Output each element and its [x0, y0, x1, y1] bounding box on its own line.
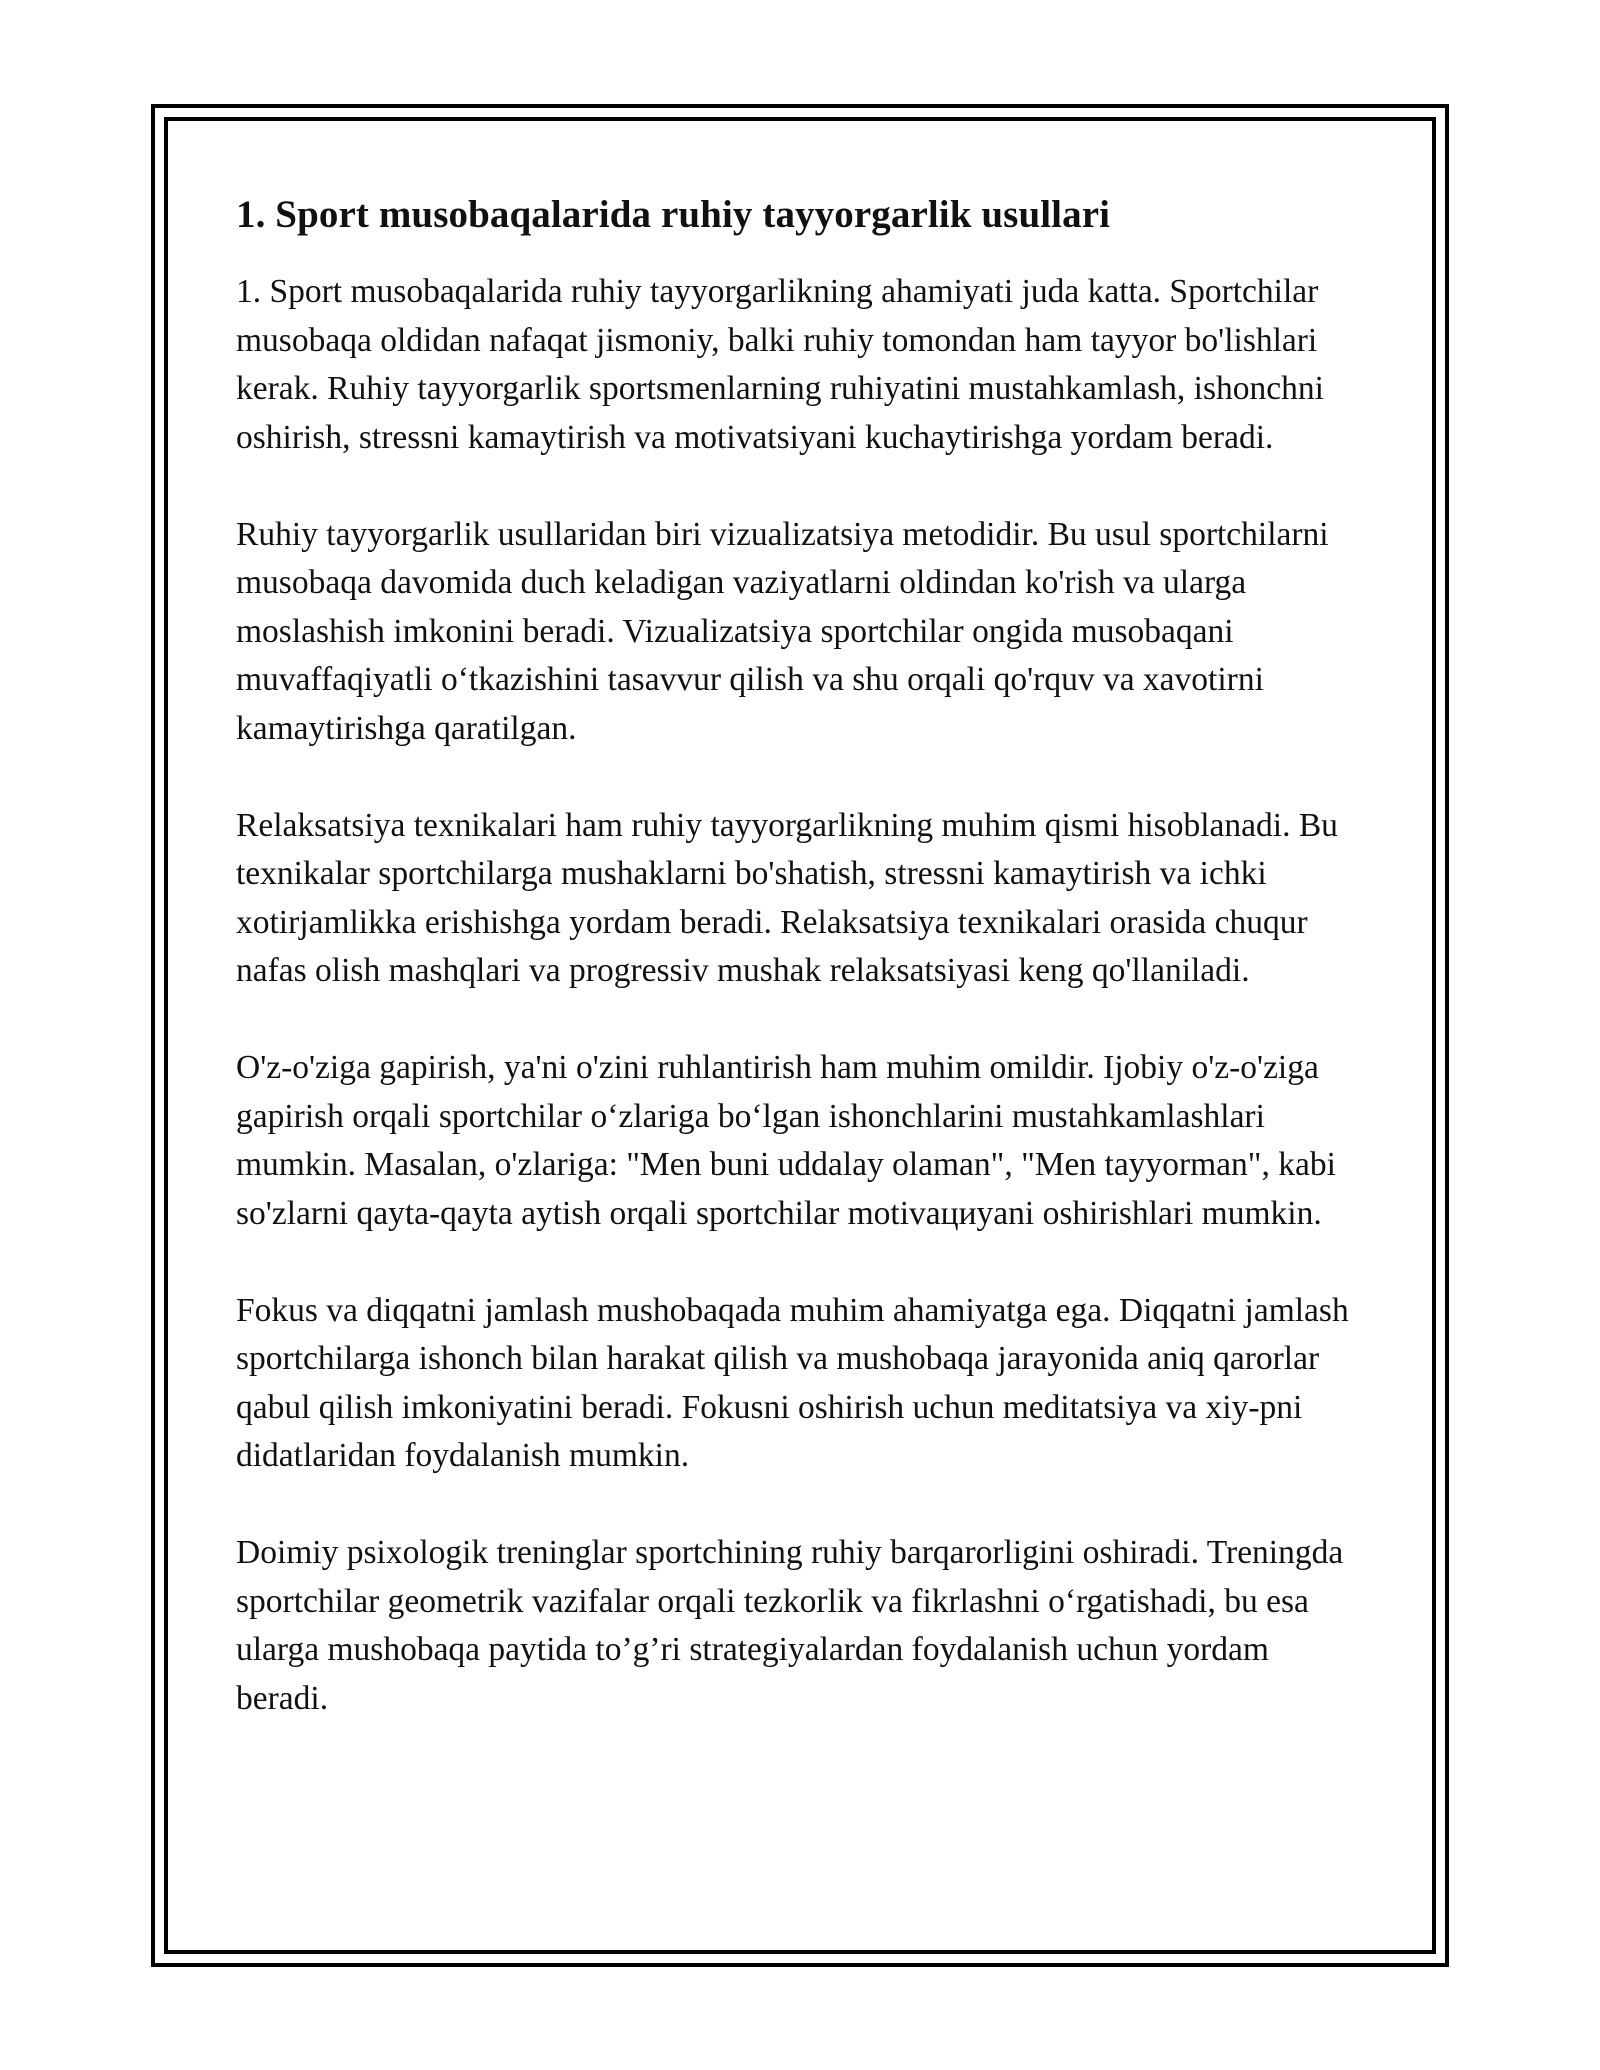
paragraph-relaxation: Relaksatsiya texnikalari ham ruhiy tayyorgarlikning muhim qismi hisoblanadi. Bu texnikalar sportchilarga mushaklarni bo'shatish, stressni kamaytirish va ichki xotirjamlikka erishishga yordam beradi. Relaksatsiya texnikalari orasida chuqur nafas olish mashqlari va progressiv mushak relaksatsiyasi keng qo'llaniladi.	[236, 806, 1338, 989]
paragraph-self-talk: O'z-o'ziga gapirish, ya'ni o'zini ruhlantirish ham muhim omildir. Ijobiy o'z-o'ziga gapirish orqali sportchilar o‘zlariga bo‘lgan ishonchlarini mustahkamlashlari mumkin. Masalan, o'zlariga: "Men buni uddalay olaman", "Men tayyorman", kabi so'zlarni qayta-qayta aytish orqali sportchilar motivациyani oshirishlari mumkin.	[236, 1049, 1336, 1232]
document-title: 1. Sport musobaqalarida ruhiy tayyorgarlik usullari	[236, 193, 1111, 236]
paragraph-training: Doimiy psixologik treninglar sportchining ruhiy barqarorligini oshiradi. Treningda sportchilar geometrik vazifalar orqali tezkorlik va fikrlashni o‘rgatishadi, bu esa ularga mushobaqa paytida to’g’ri strategiyalardan foydalanish uchun yordam beradi.	[236, 1534, 1344, 1717]
paragraph-focus: Fokus va diqqatni jamlash mushobaqada muhim ahamiyatga ega. Diqqatni jamlash sportchilarga ishonch bilan harakat qilish va mushobaqa jarayonida aniq qarorlar qabul qilish imkoniyatini beradi. Fokusni oshirish uchun meditatsiya va xiy-pni didatlaridan foydalanish mumkin.	[236, 1291, 1349, 1474]
paragraph-visualization: Ruhiy tayyorgarlik usullaridan biri vizualizatsiya metodidir. Bu usul sportchilarni musobaqa davomida duch keladigan vaziyatlarni oldindan ko'rish va ularga moslashish imkonini beradi. Vizualizatsiya sportchilar ongida musobaqani muvaffaqiyatli o‘tkazishini tasavvur qilish va shu orqali qo'rquv va xavotirni kamaytirishga qaratilgan.	[236, 515, 1329, 747]
paragraph-importance: 1. Sport musobaqalarida ruhiy tayyorgarlikning ahamiyati juda katta. Sportchilar musobaqa oldidan nafaqat jismoniy, balki ruhiy tomondan ham tayyor bo'lishlari kerak. Ruhiy tayyorgarlik sportsmenlarning ruhiyatini mustahkamlash, ishonchni oshirish, stressni kamaytirish va motivatsiyani kuchaytirishga yordam beradi.	[236, 273, 1324, 456]
document-body	[236, 190, 1366, 1723]
